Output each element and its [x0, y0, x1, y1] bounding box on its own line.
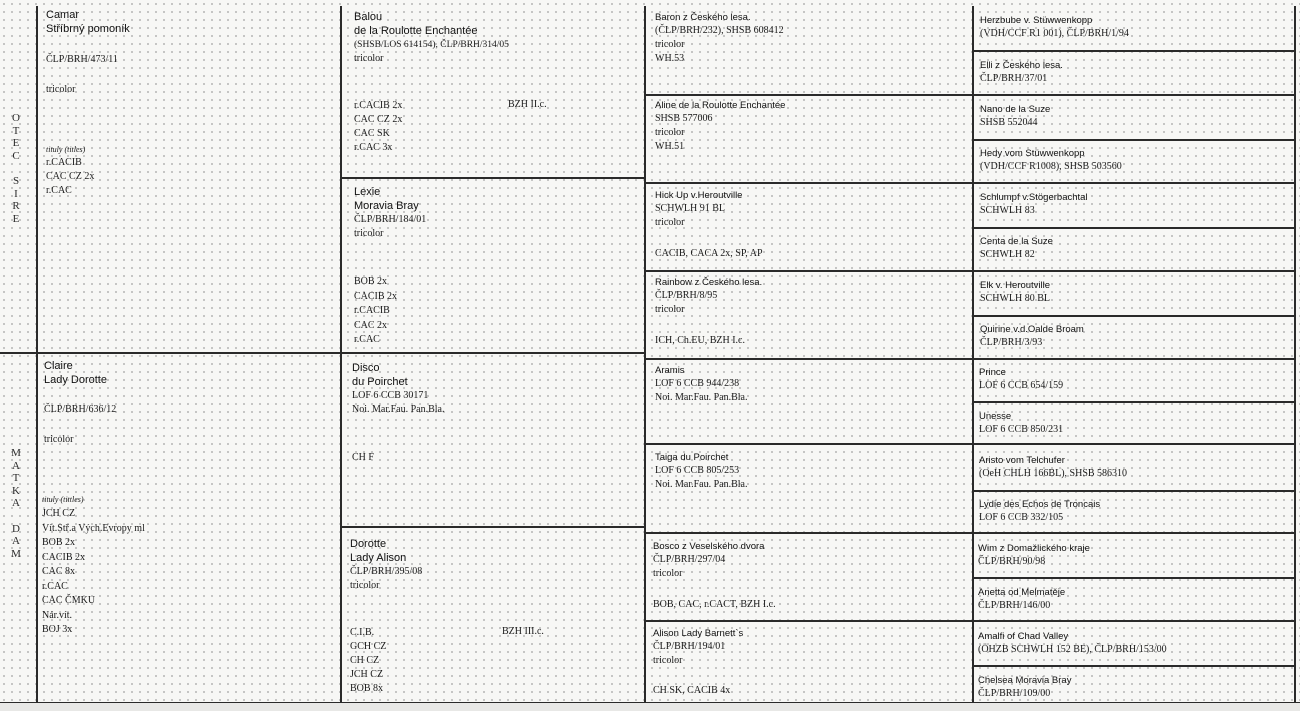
title-entry: r.CAC 3x: [354, 142, 393, 153]
grandparent-cell: [354, 11, 639, 66]
divider: [972, 182, 1294, 184]
title-entry: CH CZ: [350, 655, 380, 666]
titles-line: CACIB, CACA 2x, SP, AP: [655, 248, 763, 259]
dog-name: Nano de la Suze: [980, 104, 1051, 115]
divider: [972, 665, 1294, 667]
title-entry: CACIB 2x: [42, 551, 86, 563]
reg-line: ČLP/BRH/109/00: [978, 688, 1051, 699]
divider: [972, 94, 1294, 96]
title-entry: BOB 2x: [354, 276, 388, 287]
info-line: Noi. Mar.Fau. Pan.Bla.: [655, 479, 748, 490]
dog-name: Chelsea Moravia Bray: [978, 675, 1072, 686]
ancestor-cell: [978, 675, 1071, 701]
divider: [36, 6, 38, 703]
divider: [972, 227, 1294, 229]
divider: [644, 94, 972, 96]
dam-cell: [44, 360, 334, 387]
info-line: WH.51: [655, 141, 685, 152]
ancestor-cell: [979, 499, 1100, 525]
dog-name: Aramis: [655, 365, 685, 376]
title-entry: BOB 8x: [350, 683, 384, 694]
reg-line: (ČLP/BRH/232), SHSB 608412: [655, 25, 784, 36]
divider: [972, 315, 1294, 317]
dog-name: Bosco z Veselského dvora: [653, 541, 765, 552]
dam-color: tricolor: [44, 434, 74, 445]
info-line: Noi. Mar.Fau. Pan.Bla.: [655, 392, 748, 403]
info-line: tricolor: [655, 39, 685, 50]
title-entry: r.CAC: [354, 334, 380, 345]
info-line: tricolor: [653, 568, 683, 579]
divider: [972, 490, 1294, 492]
breeding-mark: BZH III.c.: [502, 626, 544, 637]
side-letter: I: [14, 187, 18, 200]
side-letter: R: [12, 200, 20, 213]
ancestor-cell: [978, 631, 1167, 657]
reg-line: SHSB 552044: [980, 117, 1038, 128]
ancestor-cell: [980, 324, 1084, 350]
title-entry: CAC ČMKU: [42, 595, 96, 606]
reg-line: ČLP/BRH/184/01: [354, 214, 427, 225]
divider: [972, 270, 1294, 272]
reg-line: LOF 6 CCB 850/231: [979, 424, 1064, 435]
titles-block: [354, 275, 397, 348]
ancestor-cell: [655, 100, 785, 154]
title-entry: r.CAC: [42, 580, 68, 592]
dog-name: Stříbrný pomoník: [46, 22, 130, 35]
reg-line: LOF 6 CCB 944/238: [655, 378, 740, 389]
dog-name: Quirine v.d.Oalde Broam: [980, 324, 1084, 335]
info-line: tricolor: [655, 304, 685, 315]
info-line: tricolor: [655, 217, 685, 228]
ancestor-cell: [655, 365, 748, 405]
side-letter: M: [11, 447, 21, 459]
paper-edge: [0, 703, 1300, 711]
dog-name: Aristo vom Telchufer: [979, 455, 1065, 466]
sire-reg: ČLP/BRH/473/11: [46, 54, 118, 65]
color-line: tricolor: [354, 228, 384, 239]
title-entry: r.CAC: [46, 185, 72, 196]
ancestor-cell: [980, 236, 1053, 262]
reg-line: SCHWLH 83: [980, 205, 1035, 216]
title-entry: r.CACIB: [46, 157, 82, 168]
side-letter: T: [12, 472, 20, 485]
side-letter: D: [12, 522, 20, 535]
reg-line: ČLP/BRH/8/95: [655, 290, 718, 301]
color-line: Noi. Mar.Fau. Pan.Bla.: [352, 404, 445, 415]
dog-name: Amalfi of Chad Valley: [978, 631, 1069, 642]
divider: [644, 620, 972, 622]
color-line: tricolor: [350, 580, 380, 591]
title-entry: r.CACIB 2x: [354, 100, 403, 111]
reg-line: ČLP/BRH/3/93: [980, 337, 1043, 348]
dam-titles: [42, 507, 145, 638]
reg-line: ČLP/BRH/37/01: [980, 73, 1048, 84]
titles-line: CH SK, CACIB 4x: [653, 685, 731, 696]
dog-name: Prince: [979, 367, 1006, 378]
dog-name: Elli z Českého lesa.: [980, 60, 1063, 71]
side-letter: M: [11, 547, 21, 560]
ancestor-cell: [978, 543, 1090, 569]
reg-line: LOF 6 CCB 654/159: [979, 380, 1064, 391]
info-line: tricolor: [653, 655, 683, 666]
reg-line: (VDH/CCF R1 001), ČLP/BRH/1/94: [980, 28, 1129, 39]
dog-name: Wim z Domažlického kraje: [978, 543, 1090, 554]
ancestor-cell: [979, 367, 1063, 393]
title-entry: CH F: [352, 452, 374, 463]
reg-line: SCHWLH 91 BL: [655, 203, 725, 214]
title-entry: CACIB 2x: [354, 290, 398, 302]
ancestor-cell: [653, 628, 743, 668]
divider: [972, 50, 1294, 52]
side-letter: K: [12, 484, 20, 497]
reg-line: ČLP/BRH/194/01: [653, 641, 726, 652]
sire-side-label: [4, 112, 28, 225]
divider: [644, 182, 972, 184]
title-entry: C.I.B.: [350, 627, 375, 638]
reg-line: SCHWLH 80 BL: [980, 293, 1050, 304]
dog-name: Lexie: [354, 186, 381, 198]
dog-name: Moravia Bray: [354, 199, 419, 212]
reg-line: SHSB 577006: [655, 113, 713, 124]
title-entry: Nár.vít.: [42, 609, 72, 621]
dog-name: Schlumpf v.Stögerbachtal: [980, 192, 1088, 203]
titles-block: [354, 99, 402, 155]
dog-name: Alison Lady Barnett`s: [653, 628, 744, 639]
titles-line: ICH, Ch.EU, BZH I.c.: [655, 335, 745, 346]
side-letter: E: [12, 137, 20, 150]
dog-name: Baron z Českého lesa.: [655, 12, 751, 23]
dog-name: Lady Alison: [350, 551, 407, 564]
grandparent-cell: [350, 538, 635, 593]
dog-name: Taiga du Poirchet: [655, 452, 729, 463]
info-line: WH.53: [655, 53, 685, 64]
ancestor-cell: [979, 455, 1127, 481]
reg-line: ČLP/BRH/297/04: [653, 554, 726, 565]
divider: [972, 139, 1294, 141]
divider: [0, 352, 644, 354]
divider: [644, 443, 972, 445]
dog-name: Balou: [354, 11, 383, 23]
dam-side-label: [4, 447, 28, 560]
dam-reg: ČLP/BRH/636/12: [44, 404, 117, 415]
divider: [972, 620, 1294, 622]
dog-name: Elk v. Heroutville: [980, 280, 1051, 291]
ancestor-cell: [653, 541, 764, 581]
side-spacer: [4, 162, 28, 175]
title-entry: BOJ 3x: [42, 624, 73, 635]
title-entry: CAC 8x: [42, 566, 76, 577]
divider: [1294, 6, 1296, 703]
reg-line: SCHWLH 82: [980, 249, 1035, 260]
side-letter: T: [12, 124, 20, 137]
title-entry: BOB 2x: [42, 537, 76, 548]
reg-line: ČLP/BRH/395/08: [350, 566, 423, 577]
ancestor-cell: [979, 411, 1063, 437]
divider: [644, 6, 646, 703]
dog-name: Unesse: [979, 411, 1012, 422]
dog-name: Hick Up v.Heroutville: [655, 190, 743, 201]
title-entry: CAC 2x: [354, 319, 388, 331]
divider: [340, 6, 342, 703]
side-letter: E: [12, 212, 20, 225]
ancestor-cell: [980, 148, 1122, 174]
divider: [340, 177, 644, 179]
sire-color: tricolor: [46, 84, 76, 95]
titles-block: [350, 626, 386, 696]
ancestor-cell: [655, 452, 748, 492]
divider: [972, 443, 1294, 445]
dog-name: Disco: [352, 362, 380, 374]
side-letter: C: [12, 149, 20, 162]
dam-titles-label: tituly (tittles): [42, 495, 84, 504]
side-letter: O: [12, 112, 20, 124]
divider: [644, 270, 972, 272]
reg-line: ČLP/BRH/90/98: [978, 556, 1046, 567]
titles-line: BOB, CAC, r.CACT, BZH I.c.: [653, 599, 776, 610]
side-letter: A: [12, 497, 20, 510]
dog-name: Centa de la Suze: [980, 236, 1053, 247]
title-entry: JCH CZ: [350, 669, 384, 680]
reg-line: LOF 6 CCB 805/253: [655, 465, 740, 476]
ancestor-cell: [980, 280, 1050, 306]
side-spacer: [4, 510, 28, 523]
reg-line: (OeH CHLH 166BL), SHSB 586310: [979, 468, 1128, 479]
sire-titles: [46, 156, 94, 198]
sire-titles-label: tituly (titles): [46, 145, 86, 154]
dog-name: Herzbube v. Stüwwenkopp: [980, 15, 1093, 26]
ancestor-cell: [978, 587, 1065, 613]
ancestor-cell: [655, 277, 762, 317]
reg-line: (ÖHZB SCHWLH 152 BE), ČLP/BRH/153/00: [978, 644, 1167, 655]
dog-name: Dorotte: [350, 538, 387, 550]
side-letter: A: [12, 535, 20, 548]
dog-name: Lady Dorotte: [44, 373, 107, 386]
reg-line: LOF 6 CCB 332/105: [979, 512, 1064, 523]
dog-name: Rainbow z Českého lesa.: [655, 277, 763, 288]
breeding-mark: BZH II.c.: [508, 99, 547, 110]
side-letter: A: [12, 459, 20, 472]
grandparent-cell: [354, 186, 639, 241]
dog-name: Claire: [44, 360, 73, 372]
divider: [972, 358, 1294, 360]
info-line: tricolor: [655, 127, 685, 138]
ancestor-cell: [655, 12, 784, 66]
grandparent-cell: [352, 362, 637, 417]
reg-line: LOF 6 CCB 30171: [352, 390, 429, 401]
title-entry: JCH CZ: [42, 508, 76, 519]
title-entry: CAC CZ 2x: [354, 114, 403, 125]
reg-line: (VDH/CCF R1008), SHSB 503560: [980, 161, 1122, 172]
divider: [972, 532, 1294, 534]
dog-name: Anetta od Melmatěje: [978, 587, 1066, 598]
ancestor-cell: [980, 192, 1088, 218]
divider: [340, 526, 644, 528]
dog-name: Lydie des Echos de Troncais: [979, 499, 1101, 510]
dog-name: de la Roulotte Enchantée: [354, 24, 478, 37]
divider: [644, 358, 972, 360]
divider: [644, 532, 972, 534]
dog-name: Hedy vom Stüwwenkopp: [980, 148, 1085, 159]
title-entry: GCH CZ: [350, 641, 387, 652]
divider: [972, 401, 1294, 403]
title-entry: CAC CZ 2x: [46, 171, 95, 182]
title-entry: CAC SK: [354, 128, 390, 139]
ancestor-cell: [980, 60, 1063, 86]
ancestor-cell: [655, 190, 742, 230]
ancestor-cell: [980, 15, 1129, 41]
color-line: tricolor: [354, 53, 384, 64]
dog-name: Camar: [46, 9, 80, 21]
divider: [972, 577, 1294, 579]
title-entry: Vít.Stř.a Vých.Evropy ml: [42, 522, 145, 534]
ancestor-cell: [980, 104, 1050, 130]
dog-name: Aline de la Roulotte Enchantée: [655, 100, 786, 111]
dog-name: du Poirchet: [352, 375, 408, 388]
reg-line: (SHSB/LOS 614154), ČLP/BRH/314/05: [354, 40, 509, 50]
divider: [972, 6, 974, 703]
sire-cell: [46, 9, 336, 36]
side-letter: S: [12, 174, 20, 187]
titles-block: [352, 451, 374, 465]
reg-line: ČLP/BRH/146/00: [978, 600, 1051, 611]
title-entry: r.CACIB: [354, 305, 390, 316]
